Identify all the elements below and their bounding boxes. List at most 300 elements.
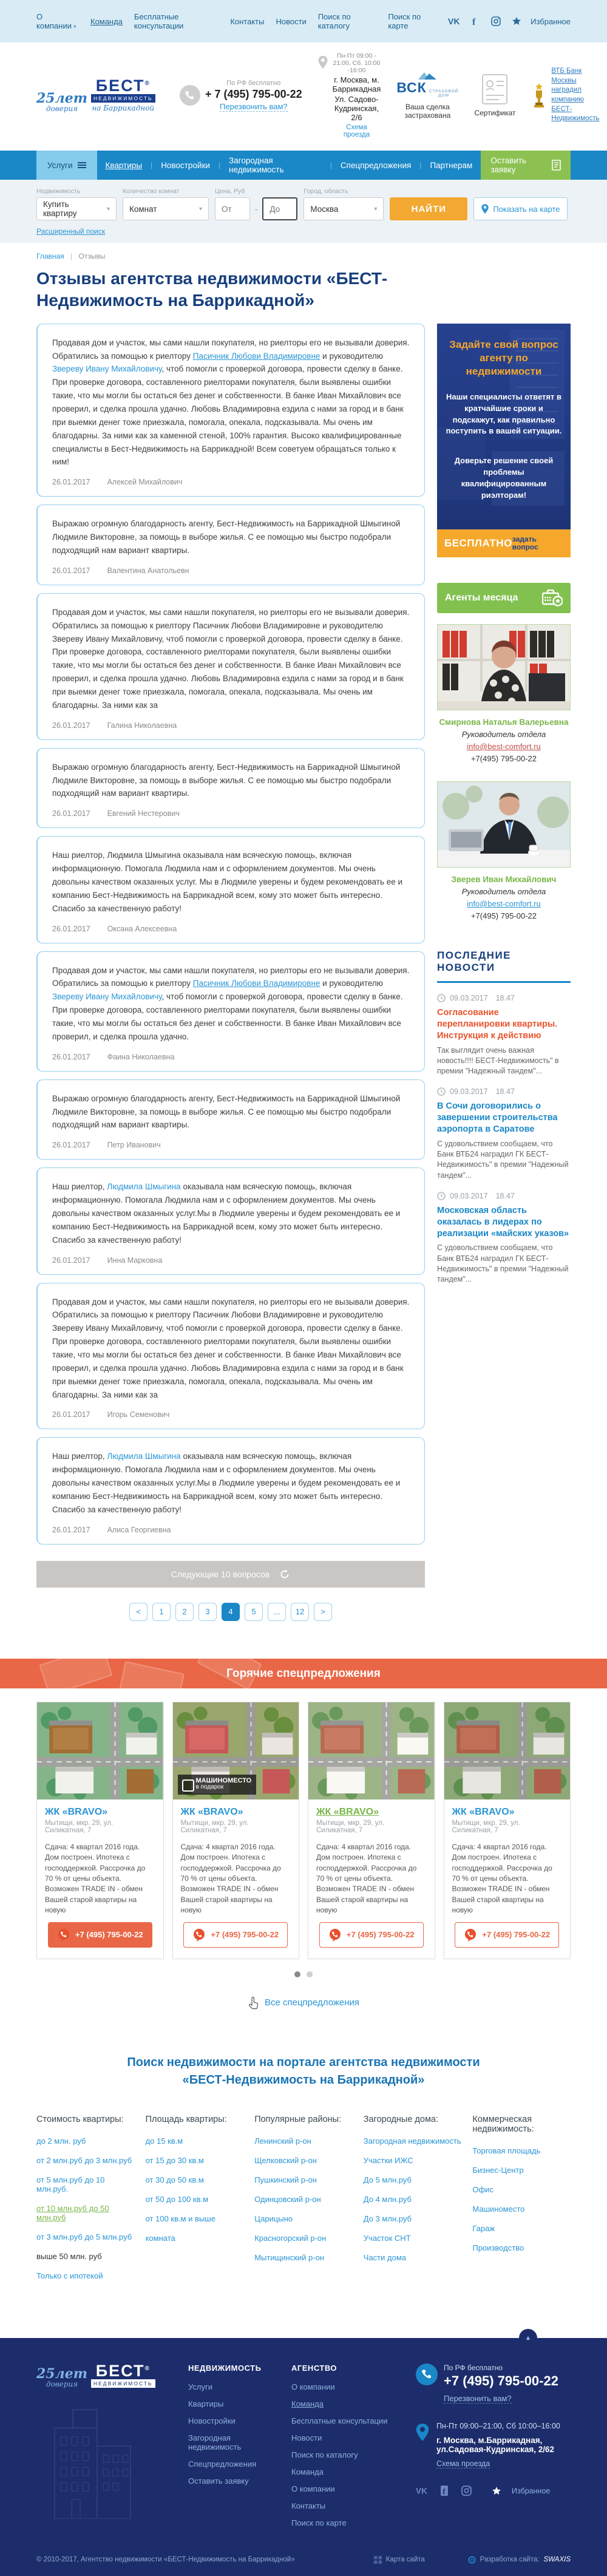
news-item: [437, 994, 571, 1076]
agent-card: [437, 624, 571, 763]
vk-icon[interactable]: [448, 15, 461, 28]
portal-link[interactable]: Бизнес-Центр: [472, 2165, 524, 2175]
review-card: [36, 1283, 425, 1430]
offer-photo: [308, 1702, 435, 1799]
hot-offers-title: Горячие спецпредложения: [226, 1667, 381, 1680]
agent-email-link[interactable]: info@best-comfort.ru: [467, 742, 541, 752]
portal-link[interactable]: от 50 до 100 кв.м: [145, 2194, 209, 2204]
reviews-list: [36, 324, 425, 1627]
agent-role: Руководитель отдела: [461, 887, 546, 897]
topbar-link[interactable]: Бесплатные консультации: [134, 12, 184, 30]
nav-separator: |: [419, 161, 422, 169]
callback-link[interactable]: Перезвонить вам?: [219, 102, 288, 111]
agent-card: [437, 781, 571, 920]
review-date: 26.01.2017: [52, 1052, 90, 1061]
news-title: ПОСЛЕДНИЕ НОВОСТИ: [437, 950, 571, 983]
refresh-icon: [279, 1569, 290, 1580]
address-line-2: Ул. Садово-Кудринская, 2/6: [334, 95, 379, 122]
offer-description: Сдача: 4 квартал 2016 года. Дом построен. Ипотека с господдержкой. Рассрочка до 70 % от цены объекта. Возможен TRADE IN - обмен Вашей старой квартиры на новую: [316, 1842, 417, 1915]
offer-phone-button[interactable]: +7 (495) 795-00-22: [455, 1922, 559, 1948]
footer-callback-link[interactable]: Перезвонить вам?: [444, 2393, 512, 2403]
offer-description: Сдача: 4 квартал 2016 года. Дом построен. Ипотека с господдержкой. Рассрочка до 70 % от цены объекта. Возможен TRADE IN - обмен Вашей старой квартиры на новую: [452, 1842, 552, 1915]
portal-link[interactable]: от 2 млн.руб до 3 млн.руб: [36, 2155, 132, 2165]
portal-link[interactable]: Производство: [472, 2243, 524, 2252]
review-author: Алексей Михайлович: [107, 478, 183, 487]
chevron-down-icon: ▾: [198, 205, 202, 212]
vsk-logo-sub: СТРАХОВОЙ ДОМ: [429, 89, 459, 98]
portal-link[interactable]: от 10 млн.руб до 50 млн.руб: [36, 2203, 109, 2222]
facebook-icon[interactable]: [469, 15, 482, 28]
news-excerpt: Так выглядит очень важная новость!!!! БЕСТ-Недвижимость" в премии "Надежный тандем"...: [437, 1045, 559, 1076]
review-author: Оксана Алексеевна: [107, 924, 177, 933]
portal-link[interactable]: до 15 кв.м: [145, 2136, 183, 2146]
review-author: Игорь Семенович: [107, 1410, 170, 1419]
review-author: Алиса Георгиевна: [107, 1525, 171, 1534]
show-on-map-button[interactable]: Показать на карте: [473, 197, 568, 220]
review-author: Евгений Нестерович: [107, 809, 180, 818]
portal-column-price: [36, 2115, 135, 2291]
pagination-page[interactable]: 4: [222, 1603, 240, 1621]
portal-link[interactable]: до 2 млн. руб: [36, 2136, 86, 2146]
logo-years: 25лет доверия: [36, 90, 87, 114]
review-date: 26.01.2017: [52, 809, 90, 818]
portal-link[interactable]: Ленинский р-он: [254, 2136, 311, 2146]
offer-photo: [444, 1702, 571, 1799]
agent-role: Руководитель отдела: [461, 730, 546, 739]
footer-favorites-link[interactable]: Избранное: [512, 2486, 551, 2495]
price-to-input[interactable]: [262, 197, 297, 220]
banner-text-1: Наши специалисты ответят в кратчайшие сроки и подскажут, как правильно поступить в вашей ситуации.: [446, 392, 562, 436]
price-dash: -: [255, 204, 258, 214]
nav-item-newbuildings[interactable]: Новостройки: [161, 160, 210, 170]
pagination-page[interactable]: >: [314, 1603, 332, 1621]
portal-column-districts: [254, 2115, 353, 2291]
footer-menu-link[interactable]: Поиск по карте: [291, 2518, 347, 2527]
portal-link[interactable]: Гараж: [472, 2223, 495, 2233]
news-excerpt: С удовольствием сообщаем, что Банк ВТБ24 наградил ГК БЕСТ-Недвижимость" в премии "Надежный тандем"...: [437, 1243, 569, 1284]
portal-link[interactable]: Мытищинский р-он: [254, 2252, 325, 2262]
review-card: [36, 1079, 425, 1160]
nav-item-apartments[interactable]: Квартиры: [105, 160, 143, 170]
leave-request-button[interactable]: Оставить заявку: [481, 151, 571, 180]
pagination-page[interactable]: 2: [175, 1603, 194, 1621]
top-bar: [0, 0, 607, 42]
header-phone-number: + 7 (495) 795-00-22: [205, 88, 302, 100]
footer-hours: Пн-Пт 09:00–21:00, Сб 10:00–16:00: [436, 2421, 560, 2430]
review-author: Галина Николаевна: [107, 721, 177, 730]
pagination: [36, 1603, 425, 1621]
svg-text:f: f: [443, 2487, 446, 2496]
portal-link[interactable]: До 3 млн.руб: [363, 2214, 412, 2223]
sitemap-icon: [374, 2556, 382, 2564]
phone-bubble-icon: [464, 1928, 477, 1942]
phone-bubble-icon: [328, 1928, 342, 1942]
agent-link[interactable]: Людмила Шмыгина: [107, 1452, 181, 1461]
offer-card[interactable]: [308, 1702, 435, 1959]
map-pin-icon: [318, 52, 328, 138]
news-date: 09.03.2017: [450, 1087, 488, 1096]
offer-card[interactable]: [444, 1702, 571, 1959]
offer-title-link[interactable]: ЖК «BRAVO»: [316, 1806, 379, 1817]
review-card: [36, 748, 425, 829]
clock-icon: [437, 1192, 446, 1200]
favorites-link[interactable]: Избранное: [531, 16, 571, 26]
news-item: [437, 1192, 571, 1285]
agent-name-link[interactable]: Зверев Иван Михайлович: [451, 875, 557, 885]
offer-title-link[interactable]: ЖК «BRAVO»: [452, 1806, 515, 1817]
nav-separator: |: [151, 161, 153, 169]
logo-years: 25лет доверия: [36, 2365, 87, 2388]
map-pin-icon: [416, 2422, 429, 2469]
review-card: [36, 324, 425, 497]
news-date: 09.03.2017: [450, 1191, 488, 1200]
instagram-icon[interactable]: [459, 2484, 473, 2498]
ask-agent-banner[interactable]: [437, 324, 571, 557]
pagination-page[interactable]: 5: [245, 1603, 263, 1621]
footer-menu-link[interactable]: О компании: [291, 2484, 335, 2493]
footer-route-link[interactable]: Схема проезда: [436, 2459, 490, 2468]
review-text: Продавая дом и участок, мы сами нашли покупателя, но риелторы его не вызывали доверия. Обратились за помощью к риелтору Пасичник Любови Владимировне и руководителю Звереву Ивану Михайловичу, чтоб помогли с проверкой договора, провести сделку в банке. При проверке договора, составленного риелторами покупателя, были выявлены ошибки такие, что мы могли бы остаться без денег и собственности. В банке Иван Михайлович все проверил, и сделка прошла удачно.: [52, 965, 410, 1041]
portal-column-header: Популярные районы:: [254, 2114, 342, 2124]
news-excerpt: С удовольствием сообщаем, что Банк ВТБ24 наградил ГК БЕСТ-Недвижимость" в премии "Надежный тандем"...: [437, 1139, 569, 1180]
portal-link[interactable]: Только с ипотекой: [36, 2271, 103, 2280]
review-date: 26.01.2017: [52, 1256, 90, 1265]
certificate-block[interactable]: [474, 74, 515, 117]
offer-title-link[interactable]: ЖК «BRAVO»: [45, 1806, 108, 1817]
nav-item-country[interactable]: Загородная недвижимость: [229, 156, 284, 174]
review-text: Продавая дом и участок, мы сами нашли покупателя, но риелторы его не вызывали доверия. Обратились за помощью к риелтору Пасичник Любови Владимировне и руководителю Звереву Ивану Михайловичу, чтоб помогли с проверкой договора, провести сделку в банке. При проверке договора, составленного риелторами покупателя, были выявлены ошибки такие, что мы могли бы остаться без денег и собственности. В банке Иван Михайлович все проверил, и сделка прошла удачно. Любовь Владимировна ездила с нами за город и в банк при выемки денег тоже приезжала, помогала, опекала, подсказывала. Мы очень им благодарны. За ними как за каменной стеной, 100% гарантия. Высоко квалифицированные специалисты в Бест-Недвижимость на Баррикадной! Всем советуем обращаться только к ним!: [52, 338, 410, 467]
find-button[interactable]: НАЙТИ: [390, 197, 467, 220]
portal-link[interactable]: Одинцовский р-он: [254, 2194, 321, 2204]
review-author: Фаина Николаевна: [107, 1052, 175, 1061]
review-text: Наш риелтор, Людмила Шмыгина оказывала нам всяческую помощь, включая информационную. Помогала Людмила нам и с оформлением документов. Мы очень довольны качеством оказанных услуг.Мы в Людмиле уверены и будем рекомендовать ее и компанию Бест-Недвижимость на Баррикадной всем, кому это может быть интересно. Спасибо за качественную работу!: [52, 1452, 401, 1514]
portal-title: Поиск недвижимости на портале агентства недвижимости «БЕСТ-Недвижимость на Баррикадной»: [127, 2055, 480, 2087]
offer-phone-button[interactable]: +7 (495) 795-00-22: [319, 1922, 424, 1948]
footer-menu-link[interactable]: Оставить заявку: [188, 2476, 249, 2486]
topbar-link[interactable]: О компании ▾: [36, 12, 79, 30]
breadcrumb-separator: |: [70, 252, 73, 260]
news-headline-link[interactable]: Московская область оказалась в лидерах по реализации «майских указов»: [437, 1205, 569, 1239]
site-header: [0, 42, 607, 151]
review-text: Продавая дом и участок, мы сами нашли покупателя, но риелторы его не вызывали доверия. Обратились за помощью к риелтору Пасичник Любови Владимировне и руководителю Звереву Ивану Михайловичу, чтоб помогли с проверкой договора, провести сделку в банке. При проверке договора, составленного риелторами покупателя, были выявлены ошибки такие, что мы могли бы остаться без денег и собственности. В банке Иван Михайлович все проверил, и сделка прошла удачно. Любовь Владимировна ездила с нами за город и в банк при выемки денег тоже приезжала, помогала, опекала, подсказывала. Мы очень им благодарны. За ними как за: [52, 1297, 410, 1399]
page-title: Отзывы агентства недвижимости «БЕСТ-Недвижимость на Баррикадной»: [36, 269, 388, 310]
phone-note: По РФ бесплатно: [226, 80, 281, 87]
agent-photo: [437, 624, 571, 710]
offer-location: Мытищи, мкр. 29, ул. Силикатная, 7: [180, 1819, 249, 1834]
footer-building-art: [36, 2404, 176, 2519]
pagination-page[interactable]: 3: [198, 1603, 217, 1621]
address-line-1: г. Москва, м. Баррикадная: [332, 75, 381, 93]
footer-menu-link[interactable]: Спецпредложения: [188, 2459, 257, 2469]
work-hours: Пн-Пт 09:00 - 21:00, Сб. 10:00 -16:00: [333, 52, 381, 74]
footer-menu-link[interactable]: Команда: [291, 2399, 324, 2408]
agent-link[interactable]: Людмила Шмыгина: [107, 1182, 181, 1192]
search-bar: [0, 180, 607, 243]
offer-photo: [37, 1702, 163, 1799]
carousel-dot[interactable]: [307, 1971, 313, 1977]
offer-location: Мытищи, мкр. 29, ул. Силикатная, 7: [452, 1819, 520, 1834]
phone-icon: [416, 2364, 438, 2385]
review-card: [36, 1167, 425, 1274]
svg-text:VK: VK: [448, 17, 460, 25]
footer-menu-link[interactable]: Квартиры: [188, 2399, 224, 2408]
footer-menu-link[interactable]: Загородная недвижимость: [188, 2433, 242, 2452]
main-nav: [0, 151, 607, 180]
portal-link[interactable]: от 15 до 30 кв.м: [145, 2155, 204, 2165]
offer-photo: [173, 1702, 299, 1799]
pagination-page[interactable]: 12: [291, 1603, 309, 1621]
offer-location: Мытищи, мкр. 29, ул. Силикатная, 7: [316, 1819, 385, 1834]
review-date: 26.01.2017: [52, 478, 90, 487]
agent-link[interactable]: Пасичник Любови Владимировне: [192, 351, 320, 361]
offer-title-link[interactable]: ЖК «BRAVO»: [180, 1806, 243, 1817]
review-date: 26.01.2017: [52, 721, 90, 730]
portal-column-header: Площадь квартиры:: [145, 2114, 227, 2124]
carousel-dot[interactable]: [294, 1971, 300, 1977]
footer-phone-number: +7 (495) 795-00-22: [444, 2373, 558, 2388]
header-address-block: [318, 52, 381, 138]
breadcrumb-current: Отзывы: [78, 252, 106, 260]
footer-menu-link[interactable]: О компании: [291, 2382, 335, 2391]
review-date: 26.01.2017: [52, 566, 90, 575]
portal-link[interactable]: комната: [145, 2233, 175, 2243]
carousel-dots: [36, 1971, 571, 1977]
footer-phone-note: По РФ бесплатно: [444, 2363, 503, 2372]
price-from-input[interactable]: [215, 197, 250, 220]
review-date: 26.01.2017: [52, 1525, 90, 1534]
portal-column-commercial: [472, 2115, 571, 2291]
hot-offers-banner: [0, 1659, 607, 1688]
portal-link[interactable]: выше 50 млн. руб: [36, 2251, 102, 2261]
nav-item-services[interactable]: Услуги: [36, 151, 97, 180]
briefcase-icon: [542, 590, 563, 607]
star-icon[interactable]: [490, 2484, 503, 2498]
nav-item-specials[interactable]: Спецпредложения: [340, 160, 412, 170]
review-author: Инна Марковна: [107, 1256, 163, 1265]
gear-icon: [468, 2556, 476, 2564]
topbar-link[interactable]: Контакты: [230, 16, 265, 26]
advanced-search-link[interactable]: Расширенный поиск: [36, 227, 105, 236]
review-card: [36, 951, 425, 1072]
phone-icon: [180, 85, 200, 106]
rooms-select[interactable]: Комнат ▾: [123, 197, 209, 220]
offer-phone-button[interactable]: +7 (495) 795-00-22: [48, 1922, 152, 1948]
hand-cursor-icon: [248, 1996, 259, 2010]
topbar-link[interactable]: Поиск по каталогу: [317, 12, 351, 30]
breadcrumb-home[interactable]: Главная: [36, 252, 64, 260]
portal-column-area: [146, 2115, 244, 2291]
clock-icon: [437, 1087, 446, 1096]
logo[interactable]: 25лет доверия БЕСТ® НЕДВИЖИМОСТЬ на Баррикадной: [36, 76, 155, 114]
review-date: 26.01.2017: [52, 1141, 90, 1150]
offer-phone-button[interactable]: +7 (495) 795-00-22: [183, 1922, 288, 1948]
property-type-select[interactable]: Купить квартиру ▾: [36, 197, 117, 220]
review-text: Продавая дом и участок, мы сами нашли покупателя, но риелторы его не вызывали доверия. Обратились за помощью к риелтору Пасичник Любови Владимировне и руководителю Звереву Ивану Михайловичу, чтоб помогли с проверкой договора, провести сделку в банке. При проверке договора, составленного риелторами покупателя, были выявлены ошибки такие, что мы могли бы остаться без денег и собственности. В банке Иван Михайлович все проверил, и сделка прошла удачно. Любовь Владимировна ездила с нами за город и в банк при выемки денег тоже приезжала, помогала, опекала, подсказывала. Мы очень им благодарны. За ними как за: [52, 607, 410, 710]
portal-column-header: Коммерческая недвижимость:: [472, 2114, 534, 2134]
banner-free-label: БЕСПЛАТНО: [444, 537, 512, 549]
pagination-page[interactable]: ...: [268, 1603, 286, 1621]
phone-bubble-icon: [57, 1928, 70, 1942]
copyright: © 2010-2017, Агентство недвижимости «БЕСТ-Недвижимость на Баррикадной»: [36, 2556, 295, 2564]
review-text: Наш риелтор, Людмила Шмыгина оказывала нам всяческую помощь, включая информационную. Помогала Людмила нам и с оформлением документов. Мы очень довольны качеством оказанных услуг. Мы в Людмиле уверены и будем рекомендовать ее и компанию Бест-Недвижимость на Баррикадной всем, кому это может быть интересно. Спасибо за качественную работу!: [52, 851, 403, 913]
review-date: 26.01.2017: [52, 1410, 90, 1419]
vsk-block: [396, 71, 458, 120]
review-author: Валентина Анатольевн: [107, 566, 189, 575]
phone-bubble-icon: [192, 1928, 206, 1942]
topbar-link[interactable]: Новости: [276, 16, 307, 26]
footer-menu-title: АГЕНСТВО: [291, 2363, 337, 2373]
pagination-page[interactable]: 1: [152, 1603, 171, 1621]
agent-link[interactable]: Пасичник Любови Владимировне: [192, 979, 320, 988]
portal-link[interactable]: Царицыно: [254, 2214, 293, 2223]
portal-link[interactable]: Торговая площадь: [472, 2146, 541, 2155]
agent-link[interactable]: Звереву Ивану Михайловичу: [52, 992, 162, 1002]
clock-icon: [437, 994, 446, 1002]
latest-news: [437, 950, 571, 1285]
news-time: 18.47: [495, 994, 515, 1003]
chevron-down-icon: ▾: [374, 205, 378, 212]
instagram-icon[interactable]: [489, 15, 503, 28]
footer-menu-link[interactable]: Услуги: [188, 2382, 212, 2391]
scroll-to-top-button[interactable]: ▲: [519, 2329, 537, 2347]
review-text: Выражаю огромную благодарность агенту, Бест-Недвижимость на Баррикадной Шмыгиной Людмиле Викторовне, за помощь в выборе жилья. С ее помощью мы быстро подобрали подходящий нам вариант квартиры.: [52, 762, 401, 798]
pagination-page[interactable]: <: [129, 1603, 148, 1621]
developer-label: Разработка сайта:: [480, 2556, 540, 2564]
review-card: [36, 593, 425, 740]
portal-column-country: [364, 2115, 462, 2291]
agents-title: Агенты месяца: [445, 593, 518, 603]
agent-link[interactable]: Звереву Ивану Михайловичу: [52, 364, 162, 374]
footer-menu-link[interactable]: Бесплатные консультации: [291, 2416, 388, 2425]
news-time: 18.47: [495, 1191, 515, 1200]
offer-location: Мытищи, мкр. 29, ул. Силикатная, 7: [45, 1819, 114, 1834]
svg-text:f: f: [472, 17, 476, 26]
news-headline-link[interactable]: В Сочи договорились о завершении строительства аэропорта в Саратове: [437, 1101, 558, 1135]
certificate-icon: [482, 74, 507, 104]
portal-column-header: Стоимость квартиры:: [36, 2114, 124, 2124]
news-date: 09.03.2017: [450, 994, 488, 1003]
review-card: [36, 1437, 425, 1544]
footer-address: г. Москва, м.Баррикадная, ул.Садовая-Кудринская, 2/62: [436, 2435, 555, 2454]
portal-link[interactable]: от 3 млн.руб до 5 млн.руб: [36, 2232, 132, 2241]
route-link[interactable]: Схема проезда: [343, 124, 370, 138]
site-footer: [0, 2334, 607, 2576]
agent-name-link[interactable]: Смирнова Наталья Валерьевна: [439, 718, 569, 727]
ask-question-button[interactable]: задать вопрос: [512, 534, 538, 551]
review-text: Выражаю огромную благодарность агенту, Бест-Недвижимость на Баррикадной Шмыгиной Людмиле Викторовне, за помощь в выборе жилья. С ее помощью мы быстро подобрали подходящий нам вариант квартиры.: [52, 1093, 401, 1130]
star-icon[interactable]: [510, 15, 523, 28]
banner-title: Задайте свой вопрос агенту по недвижимости: [449, 338, 558, 377]
agent-email-link[interactable]: info@best-comfort.ru: [467, 899, 541, 909]
portal-link[interactable]: Участки ИЖС: [363, 2155, 413, 2165]
news-time: 18.47: [495, 1087, 515, 1096]
search-type-label: Недвижимость: [36, 188, 81, 195]
portal-column-header: Загородные дома:: [363, 2114, 439, 2124]
sitemap-link[interactable]: Карта сайта: [385, 2556, 425, 2564]
portal-link[interactable]: До 5 млн.руб: [363, 2175, 412, 2184]
portal-link[interactable]: Красногорский р-он: [254, 2233, 327, 2243]
portal-link[interactable]: До 4 млн.руб: [363, 2194, 412, 2204]
nav-separator: |: [218, 161, 221, 169]
all-offers-link[interactable]: Все спецпредложения: [264, 1997, 360, 2008]
nav-item-partners[interactable]: Партнерам: [430, 160, 473, 170]
offer-card[interactable]: [36, 1702, 164, 1959]
developer-link[interactable]: SWAXIS: [543, 2556, 571, 2564]
menu-icon: [78, 161, 86, 169]
review-text: Наш риелтор, Людмила Шмыгина оказывала нам всяческую помощь, включая информационную. Помогала Людмила нам и с оформлением документов. Мы очень довольны качеством оказанных услуг.Мы в Людмиле уверены и будем рекомендовать ее и компанию Бест-Недвижимость на Баррикадной всем, кому это может быть интересно. Спасибо за качественную работу!: [52, 1182, 401, 1245]
banner-text-2: Доверьте решение своей проблемы квалифицированным риэлторам!: [454, 456, 554, 500]
portal-link[interactable]: от 100 кв.м и выше: [145, 2214, 215, 2223]
footer-menu-link[interactable]: Новости: [291, 2433, 322, 2442]
agent-phone: +7(495) 795-00-22: [470, 754, 537, 764]
document-icon: [552, 160, 561, 171]
vk-icon[interactable]: [416, 2484, 429, 2498]
vsk-logo-text: ВСК: [396, 80, 427, 95]
portal-link[interactable]: Части дома: [363, 2252, 406, 2262]
offer-description: Сдача: 4 квартал 2016 года. Дом построен. Ипотека с господдержкой. Рассрочка до 70 % от цены объекта. Возможен TRADE IN - обмен Вашей старой квартиры на новую: [180, 1842, 281, 1915]
footer-menu-link[interactable]: Поиск по каталогу: [291, 2450, 358, 2459]
offer-description: Сдача: 4 квартал 2016 года. Дом построен. Ипотека с господдержкой. Рассрочка до 70 % от цены объекта. Возможен TRADE IN - обмен Вашей старой квартиры на новую: [45, 1842, 146, 1915]
insured-caption: Ваша сделка застрахована: [404, 103, 451, 120]
price-label: Цена, Руб: [215, 188, 245, 195]
footer-menu-link[interactable]: Команда: [291, 2467, 324, 2476]
topbar-link[interactable]: Команда: [90, 16, 123, 26]
review-author: Петр Иванович: [107, 1141, 161, 1150]
award-block: [531, 67, 599, 123]
header-phone-block: [180, 80, 302, 111]
review-text: Выражаю огромную благодарность агенту, Бест-Недвижимость на Баррикадной Шмыгиной Людмиле Викторовне, за помощь в выборе жилья. С ее помощью мы быстро подобрали подходящий нам вариант квартиры.: [52, 519, 401, 555]
portal-link[interactable]: от 30 до 50 кв.м: [145, 2175, 204, 2184]
review-card: [36, 505, 425, 585]
city-label: Город, область: [304, 188, 348, 195]
portal-link[interactable]: Щелковский р-он: [254, 2155, 317, 2165]
footer-logo[interactable]: 25лет доверия БЕСТ® НЕДВИЖИМОСТЬ: [36, 2364, 176, 2388]
city-select[interactable]: Москва ▾: [304, 197, 384, 220]
portal-link[interactable]: Машиноместо: [472, 2204, 525, 2214]
footer-menu-title: НЕДВИЖИМОСТЬ: [188, 2363, 262, 2373]
portal-link[interactable]: Офис: [472, 2184, 493, 2194]
news-item: [437, 1087, 571, 1181]
map-pin-icon: [481, 204, 489, 214]
review-date: 26.01.2017: [52, 924, 90, 933]
footer-menu-link[interactable]: Контакты: [291, 2501, 326, 2510]
agents-of-month: [437, 583, 571, 920]
trophy-icon: [531, 82, 547, 109]
agent-phone: +7(495) 795-00-22: [470, 911, 537, 921]
certificate-label: Сертификат: [474, 108, 516, 117]
offer-card[interactable]: [172, 1702, 300, 1959]
offer-badge: МАШИНОМЕСТО в подарок: [178, 1775, 257, 1795]
topbar-link[interactable]: Поиск по карте: [388, 12, 421, 30]
portal-link[interactable]: Участок СНТ: [363, 2233, 411, 2243]
breadcrumb: [36, 243, 571, 265]
nav-separator: |: [330, 161, 332, 169]
portal-link[interactable]: от 5 млн.руб до 10 млн.руб.: [36, 2175, 105, 2194]
award-link[interactable]: ВТБ Банк Москвы наградил компанию БЕСТ-Недвижимость: [551, 67, 600, 123]
portal-link[interactable]: Пушкинский р-он: [254, 2175, 317, 2184]
load-more-button[interactable]: Следующие 10 вопросов: [36, 1561, 425, 1588]
news-headline-link[interactable]: Согласование перепланировки квартиры. Инструкция к действию: [437, 1008, 558, 1041]
agent-photo: [437, 781, 571, 868]
chevron-down-icon: ▾: [106, 205, 110, 212]
portal-search-section: [0, 2054, 607, 2291]
facebook-icon[interactable]: [438, 2484, 451, 2498]
portal-link[interactable]: Загородная недвижимость: [363, 2136, 461, 2146]
rooms-label: Количество комнат: [123, 188, 180, 195]
svg-text:VK: VK: [416, 2486, 428, 2496]
footer-menu-link[interactable]: Новостройки: [188, 2416, 236, 2425]
review-card: [36, 836, 425, 943]
